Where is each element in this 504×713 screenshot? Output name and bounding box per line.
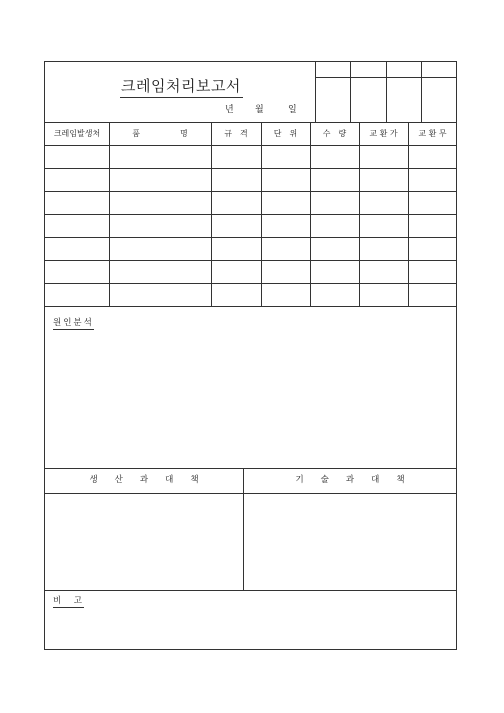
table-row-line [45,260,457,261]
table-row-line [45,214,457,215]
approval-grid-divider [350,62,351,122]
claim-report-form [44,61,457,650]
date-day-label: 일 [288,105,297,115]
col-header-origin: 크레임발생처 [53,129,101,138]
col-header-exchange-yes: 교 환 가 [369,129,398,138]
remarks-label: 비 고 [53,596,84,606]
table-row-line [45,237,457,238]
approval-grid-row-line [315,77,457,78]
col-header-unit: 단 위 [273,129,298,138]
cause-analysis-label: 원인분석 [53,318,94,328]
col-header-quantity: 수 량 [322,129,347,138]
production-countermeasure-header: 생 산 과 대 책 [89,475,199,485]
table-bottom-line [45,306,457,307]
approval-grid-divider [421,62,422,122]
technical-countermeasure-header: 기 술 과 대 책 [295,475,405,485]
col-header-item-name: 품 명 [132,129,188,138]
table-row-line [45,191,457,192]
countermeasure-bottom-line [45,590,457,591]
date-month-label: 월 [255,105,264,115]
date-year-label: 년 [225,105,234,115]
table-row-line [45,145,457,146]
col-header-exchange-no: 교 환 무 [418,129,447,138]
table-row-line [45,283,457,284]
col-header-spec: 규 격 [224,129,248,138]
form-title: 크레임처리보고서 [120,75,243,98]
approval-grid-border [315,62,316,122]
approval-grid-divider [386,62,387,122]
table-row-line [45,168,457,169]
countermeasure-divider [243,468,244,590]
countermeasure-header-line [45,493,457,494]
